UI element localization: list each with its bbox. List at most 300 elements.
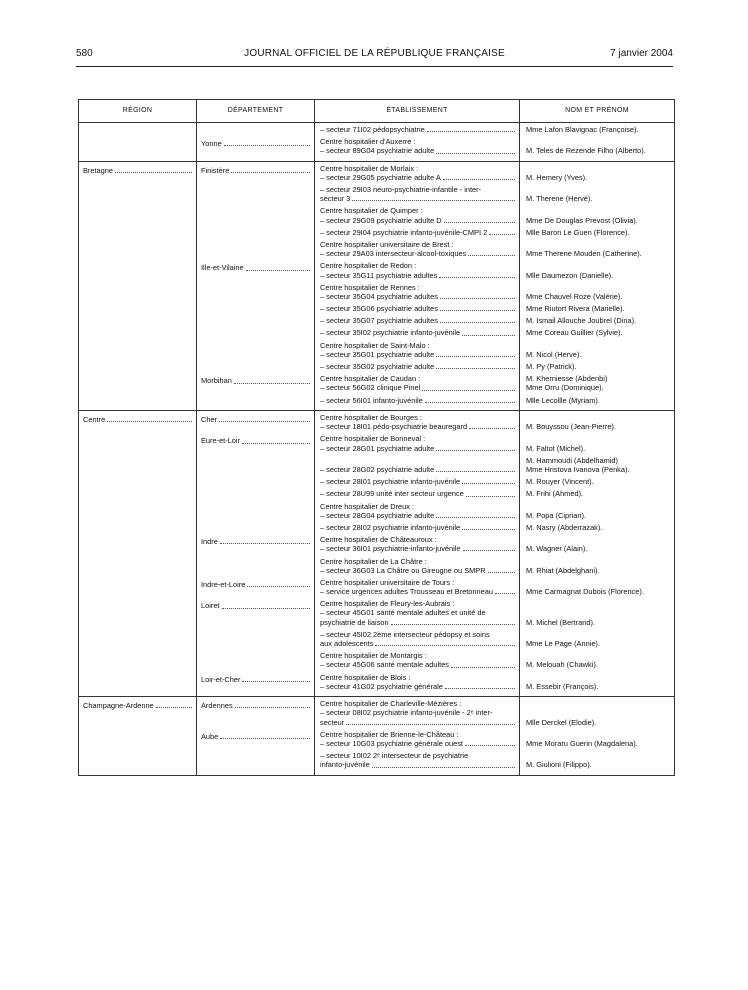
region-name-text: Centre <box>83 414 106 424</box>
leader-dots <box>352 200 515 201</box>
person-name: M. Nasry (Abderrazak). <box>526 522 603 532</box>
etablissement-entry <box>320 699 516 727</box>
leader-dots <box>468 255 515 256</box>
departement-name <box>201 139 311 148</box>
etablissement-line <box>320 249 516 258</box>
leader-dots <box>107 421 192 422</box>
leader-dots <box>469 428 515 429</box>
leader-dots <box>489 234 515 235</box>
person-name: Mlle Baron Le Guen (Florence). <box>526 227 630 237</box>
leader-dots <box>436 471 515 472</box>
person-name: M. Melouah (Chawki). <box>526 660 598 670</box>
leader-dots <box>391 624 515 625</box>
etablissement-line <box>320 760 516 769</box>
departement-name <box>201 675 311 684</box>
nom-entry <box>526 502 672 520</box>
nom-cell <box>520 123 675 162</box>
etablissement-line <box>320 566 516 575</box>
table-body <box>79 123 675 776</box>
etablissement-entry <box>320 751 516 769</box>
leader-dots <box>440 298 515 299</box>
person-name: Mlle Daumezon (Danielle). <box>526 270 614 280</box>
etablissement-line-text: aux adolescents <box>320 639 374 649</box>
etablissement-line <box>320 194 516 203</box>
etablissement-line: – secteur 45I02 2ème intersecteur pédopsy et soins <box>320 629 490 639</box>
etablissement-cell <box>315 410 520 696</box>
etablissement-line: Centre hospitalier de Quimper : <box>320 206 423 216</box>
etablissement-line-text: – secteur 56I01 infanto-juvénile <box>320 395 423 405</box>
etablissement-line: Centre hospitalier de Saint-Malo : <box>320 340 430 350</box>
etablissement-line <box>320 383 516 392</box>
departement-cell <box>197 123 315 162</box>
departement-cell <box>197 410 315 696</box>
etablissement-line-text: secteur 3 <box>320 194 351 204</box>
leader-dots <box>247 586 310 587</box>
departement-name-text: Indre-et-Loire <box>201 579 246 589</box>
etablissement-cell <box>315 697 520 775</box>
etablissement-line: Centre hospitalier de Brienne-le-Château : <box>320 729 459 739</box>
region-cell <box>79 161 197 410</box>
region-cell <box>79 123 197 162</box>
etablissement-entry <box>320 630 516 648</box>
nom-entry <box>526 362 672 371</box>
person-name: Mme Chauvel Roze (Valérie). <box>526 291 623 301</box>
etablissement-line <box>320 271 516 280</box>
etablissement-entry <box>320 137 516 155</box>
person-name: Mme Le Page (Annie). <box>526 639 600 649</box>
nom-cell <box>520 161 675 410</box>
leader-dots <box>224 145 310 146</box>
person-name: M. Teles de Rezende Filho (Alberto). <box>526 146 646 156</box>
etablissement-line <box>320 422 516 431</box>
leader-dots <box>466 496 515 497</box>
etablissement-line: Centre hospitalier de Bourges : <box>320 412 422 422</box>
etablissement-line-text: – secteur 56G02 clinique Pinel <box>320 383 421 393</box>
etablissement-line-text: – secteur 35G01 psychiatrie adulte <box>320 349 435 359</box>
leader-dots <box>422 390 515 391</box>
etablissement-entry <box>320 456 516 474</box>
departement-name-text: Aube <box>201 731 219 741</box>
etablissement-line-text: – secteur 36I01 psychiatrie-infanto-juvénile <box>320 544 461 554</box>
leader-dots <box>372 767 515 768</box>
etablissement-line: Centre hospitalier d'Auxerre : <box>320 137 416 147</box>
nom-entry <box>526 489 672 498</box>
etablissement-line-text: – secteur 29G05 psychiatrie adulte A <box>320 172 441 182</box>
etablissement-line: Centre hospitalier de Bonneval : <box>320 434 426 444</box>
departement-name-text: Eure-et-Loir <box>201 436 241 446</box>
nom-entry <box>526 651 672 669</box>
departement-name <box>201 263 311 272</box>
etablissement-line-text: psychiatrie de liaison <box>320 617 389 627</box>
etablissement-entry <box>320 228 516 237</box>
person-name: Mlle Lecollle (Myriam). <box>526 395 600 405</box>
departement-name <box>201 537 311 546</box>
etablissement-line <box>320 292 516 301</box>
etablissement-line-text: – secteur 35I02 psychiatrie infanto-juvénile <box>320 328 461 338</box>
page-header <box>76 48 673 62</box>
departement-name-text: Morbihan <box>201 376 232 386</box>
nom-cell <box>520 697 675 775</box>
etablissement-entry <box>320 396 516 405</box>
nom-entry <box>526 316 672 325</box>
table-header-row <box>79 100 675 123</box>
appointments-table <box>78 99 675 776</box>
leader-dots <box>436 450 515 451</box>
region-name <box>83 701 193 710</box>
etablissement-line: Centre hospitalier universitaire de Brest : <box>320 239 454 249</box>
etablissement-line-text: – secteur 28I01 psychiatrie infanto-juvénile <box>320 477 461 487</box>
leader-dots <box>242 443 310 444</box>
etablissement-entry <box>320 125 516 134</box>
etablissement-line <box>320 618 516 627</box>
etablissement-entry <box>320 477 516 486</box>
etablissement-line-text: secteur <box>320 717 345 727</box>
nom-entry <box>526 523 672 532</box>
departement-name-text: Loiret <box>201 601 220 611</box>
person-name: Mme Therene Mouden (Catherine). <box>526 249 642 259</box>
departement-name <box>201 701 311 710</box>
leader-dots <box>231 172 310 173</box>
etablissement-line: Centre hospitalier de Redon : <box>320 261 417 271</box>
nom-entry <box>526 699 672 727</box>
departement-entry <box>201 436 311 537</box>
etablissement-line-text: infanto-juvénile <box>320 760 370 770</box>
etablissement-entry <box>320 434 516 452</box>
leader-dots <box>436 356 515 357</box>
leader-dots <box>427 131 515 132</box>
etablissement-line <box>320 146 516 155</box>
etablissement-line: Centre hospitalier de La Châtre : <box>320 556 427 566</box>
departement-name <box>201 376 311 385</box>
etablissement-line: Centre hospitalier de Morlaix : <box>320 163 419 173</box>
etablissement-line <box>320 477 516 486</box>
nom-entry <box>526 413 672 431</box>
region-name-text: Champagne-Ardenne <box>83 701 154 711</box>
etablissement-line-text: – secteur 89G04 psychiatrie adulte <box>320 146 435 156</box>
col-header-departement: DÉPARTEMENT <box>197 100 315 123</box>
person-name: Mme Coreau Guillier (Sylvie). <box>526 328 623 338</box>
departement-entry <box>201 701 311 732</box>
nom-entry <box>526 535 672 553</box>
nom-entry <box>526 477 672 486</box>
region-cell <box>79 697 197 775</box>
leader-dots <box>440 310 515 311</box>
etablissement-line-text: – secteur 28U99 unité inter secteur urgence <box>320 489 464 499</box>
departement-entry <box>201 537 311 580</box>
etablissement-line-text: – secteur 45G06 santé mentale adultes <box>320 660 450 670</box>
region-block <box>79 410 675 696</box>
etablissement-line <box>320 396 516 405</box>
etablissement-line-text: – secteur 29G09 psychiatrie adulte D <box>320 215 442 225</box>
person-name: Mme Orru (Dominique). <box>526 383 604 393</box>
person-name: M. Therene (Hervé). <box>526 194 593 204</box>
departement-name-text: Yonne <box>201 139 222 149</box>
leader-dots <box>219 421 310 422</box>
etablissement-entry <box>320 283 516 301</box>
journal-title: JOURNAL OFFICIEL DE LA RÉPUBLIQUE FRANÇAISE <box>244 48 505 59</box>
etablissement-entry <box>320 502 516 520</box>
etablissement-line <box>320 660 516 669</box>
person-name: Mme Hristova Ivanova (Penka). <box>526 464 630 474</box>
departement-name-text: Cher <box>201 414 218 424</box>
region-name-text: Bretagne <box>83 165 113 175</box>
etablissement-line: Centre hospitalier de Caudan : <box>320 374 421 384</box>
nom-entry <box>526 599 672 627</box>
leader-dots <box>222 608 311 609</box>
nom-entry <box>526 137 672 155</box>
person-name: Mlle Derckel (Elodie). <box>526 717 597 727</box>
person-name: M. Michel (Bertrand). <box>526 617 595 627</box>
etablissement-line-text: – secteur 18I01 pédo-psychiatrie beauregard <box>320 422 468 432</box>
leader-dots <box>465 745 515 746</box>
person-name: M. Hammoudi (Abdelhamid) <box>526 455 619 465</box>
etablissement-line <box>320 511 516 520</box>
etablissement-entry <box>320 578 516 596</box>
leader-dots <box>156 707 192 708</box>
nom-entry <box>526 185 672 203</box>
leader-dots <box>462 483 515 484</box>
leader-dots <box>451 667 515 668</box>
region-block <box>79 161 675 410</box>
leader-dots <box>115 172 192 173</box>
leader-dots <box>220 543 310 544</box>
leader-dots <box>444 222 515 223</box>
etablissement-line <box>320 125 516 134</box>
nom-entry <box>526 630 672 648</box>
departement-name <box>201 436 311 445</box>
leader-dots <box>436 153 515 154</box>
etablissement-entry <box>320 730 516 748</box>
leader-dots <box>462 335 515 336</box>
leader-dots <box>242 681 310 682</box>
etablissement-line: Centre hospitalier de Châteauroux : <box>320 535 437 545</box>
etablissement-line <box>320 304 516 313</box>
region-cell <box>79 410 197 696</box>
nom-entry <box>526 261 672 279</box>
person-name: M. Faltot (Michel). <box>526 443 586 453</box>
nom-entry <box>526 751 672 769</box>
leader-dots <box>462 529 515 530</box>
leader-dots <box>463 550 515 551</box>
page-number: 580 <box>76 48 93 59</box>
departement-name-text: Finistère <box>201 165 230 175</box>
person-name: Mme Riutort Rivera (Marielle). <box>526 304 625 314</box>
etablissement-line: Centre hospitalier de Montargis : <box>320 651 427 661</box>
nom-entry <box>526 456 672 474</box>
etablissement-line <box>320 316 516 325</box>
departement-name <box>201 580 311 589</box>
departement-entry <box>201 263 311 376</box>
person-name: M. Essebir (François). <box>526 681 599 691</box>
etablissement-line <box>320 544 516 553</box>
etablissement-line-text: – secteur 35G04 psychiatrie adultes <box>320 291 438 301</box>
etablissement-entry <box>320 673 516 691</box>
leader-dots <box>440 322 515 323</box>
departement-entry <box>201 376 311 410</box>
etablissement-line: Centre hospitalier de Rennes : <box>320 282 420 292</box>
departement-cell <box>197 697 315 775</box>
etablissement-line <box>320 465 516 474</box>
region-name <box>83 166 193 175</box>
leader-dots <box>436 368 515 369</box>
nom-entry <box>526 328 672 337</box>
col-header-nom: NOM ET PRÉNOM <box>520 100 675 123</box>
departement-entry <box>201 601 311 674</box>
header-rule <box>76 66 673 67</box>
etablissement-line: Centre hospitalier de Charleville-Mézières : <box>320 699 462 709</box>
etablissement-line: Centre hospitalier universitaire de Tours : <box>320 577 455 587</box>
nom-entry <box>526 283 672 301</box>
nom-cell <box>520 410 675 696</box>
etablissement-line <box>320 739 516 748</box>
person-name: M. Py (Patrick). <box>526 362 577 372</box>
etablissement-entry <box>320 240 516 258</box>
person-name: M. Kherniesse (Abdenbi) <box>526 374 608 384</box>
leader-dots <box>346 724 515 725</box>
person-name: M. Popa (Ciprian). <box>526 510 586 520</box>
etablissement-line-text: – secteur 10G03 psychiatrie générale ouest <box>320 738 463 748</box>
nom-entry <box>526 730 672 748</box>
leader-dots <box>436 517 515 518</box>
person-name: M. Wagner (Alain). <box>526 544 588 554</box>
leader-dots <box>443 179 515 180</box>
region-block <box>79 697 675 775</box>
leader-dots <box>375 645 515 646</box>
leader-dots <box>425 402 515 403</box>
etablissement-entry <box>320 341 516 359</box>
nom-entry <box>526 304 672 313</box>
col-header-etablissement: ÉTABLISSEMENT <box>315 100 520 123</box>
leader-dots <box>439 277 515 278</box>
person-name: M. Frihi (Ahmed). <box>526 489 584 499</box>
etablissement-line-text: – secteur 35G11 psychiatrie adultes <box>320 270 438 280</box>
departement-name <box>201 601 311 610</box>
etablissement-cell <box>315 123 520 162</box>
departement-name <box>201 732 311 741</box>
person-name: M. Ismail Allouche Joubrel (Dina). <box>526 316 637 326</box>
etablissement-entry <box>320 164 516 182</box>
publication-date: 7 janvier 2004 <box>610 48 673 59</box>
person-name: Mme Lafon Blavignac (Françoise). <box>526 125 639 134</box>
person-name: M. Rhiat (Abdelghani). <box>526 565 600 575</box>
etablissement-line <box>320 216 516 225</box>
etablissement-line-text: – service urgences adultes Trousseau et Bretonneau <box>320 587 493 597</box>
leader-dots <box>445 688 515 689</box>
etablissement-line-text: – secteur 28I02 psychiatrie infanto-juvénile <box>320 522 461 532</box>
etablissement-line <box>320 328 516 337</box>
etablissement-entry <box>320 489 516 498</box>
etablissement-line-text: – secteur 28G04 psychiatrie adulte <box>320 510 435 520</box>
departement-name <box>201 415 311 424</box>
etablissement-entry <box>320 316 516 325</box>
person-name: M. Hemery (Yves). <box>526 172 588 182</box>
etablissement-line: – secteur 08I02 psychiatrie infanto-juvénile - 2ᵉ inter- <box>320 708 493 718</box>
etablissement-entry <box>320 535 516 553</box>
etablissement-entry <box>320 206 516 224</box>
etablissement-line <box>320 639 516 648</box>
etablissement-line <box>320 682 516 691</box>
region-name <box>83 415 193 424</box>
etablissement-line: – secteur 45G01 santé mentale adultes et unité de <box>320 608 486 618</box>
departement-entry <box>201 127 311 139</box>
etablissement-line <box>320 173 516 182</box>
nom-entry <box>526 206 672 224</box>
nom-entry <box>526 434 672 452</box>
etablissement-entry <box>320 261 516 279</box>
etablissement-line-text: – secteur 28G01 psychiatrie adulte <box>320 443 435 453</box>
etablissement-entry <box>320 362 516 371</box>
etablissement-line: – secteur 29I03 neuro-psychiatrie-infantile - inter- <box>320 184 482 194</box>
etablissement-line <box>320 718 516 727</box>
etablissement-line <box>320 587 516 596</box>
etablissement-entry <box>320 556 516 574</box>
departement-name-text: Ille-et-Vilaine <box>201 263 244 273</box>
etablissement-line-text: – secteur 29I04 psychiatrie infanto-juvénile-CMPI 2 <box>320 227 488 237</box>
departement-name <box>201 166 311 175</box>
leader-dots <box>220 738 310 739</box>
etablissement-entry <box>320 413 516 431</box>
etablissement-line-text: – secteur 71I02 pédopsychiatrie <box>320 125 425 134</box>
etablissement-line: Centre hospitalier de Blois : <box>320 672 411 682</box>
etablissement-line <box>320 523 516 532</box>
nom-entry <box>526 556 672 574</box>
etablissement-line <box>320 362 516 371</box>
etablissement-entry <box>320 599 516 627</box>
etablissement-entry <box>320 328 516 337</box>
etablissement-line <box>320 228 516 237</box>
etablissement-entry <box>320 185 516 203</box>
nom-entry <box>526 228 672 237</box>
etablissement-cell <box>315 161 520 410</box>
departement-entry <box>201 675 311 696</box>
leader-dots <box>495 593 515 594</box>
etablissement-entry <box>320 304 516 313</box>
person-name: Mme Carmagnat Dubois (Florence). <box>526 587 644 597</box>
person-name: M. Giulioni (Filippo). <box>526 760 592 770</box>
etablissement-line: Centre hospitalier de Fleury-les-Aubrais : <box>320 599 455 609</box>
etablissement-line-text: – secteur 35G07 psychiatrie adultes <box>320 316 438 326</box>
nom-entry <box>526 240 672 258</box>
etablissement-line-text: – secteur 36G03 La Châtre ou Gireugne ou SMPR <box>320 565 486 575</box>
departement-entry <box>201 732 311 775</box>
nom-entry <box>526 396 672 405</box>
departement-entry <box>201 580 311 601</box>
etablissement-line-text: – secteur 35G02 psychiatrie adulte <box>320 362 435 372</box>
nom-entry <box>526 164 672 182</box>
region-block <box>79 123 675 162</box>
departement-name-text: Indre <box>201 537 218 547</box>
person-name: Mme De Douglas Prevost (Olivia). <box>526 215 638 225</box>
departement-cell <box>197 161 315 410</box>
nom-entry <box>526 125 672 134</box>
etablissement-line <box>320 350 516 359</box>
etablissement-entry <box>320 374 516 392</box>
leader-dots <box>488 572 515 573</box>
departement-entry <box>201 415 311 436</box>
person-name: M. Bouyssou (Jean-Pierre). <box>526 422 616 432</box>
person-name: M. Rouyer (Vincent). <box>526 477 594 487</box>
leader-dots <box>246 270 310 271</box>
leader-dots <box>235 707 310 708</box>
etablissement-line-text: – secteur 41G02 psychiatrie générale <box>320 681 443 691</box>
nom-entry <box>526 341 672 359</box>
nom-entry <box>526 374 672 392</box>
departement-name-text: Ardennes <box>201 701 233 711</box>
leader-dots <box>234 383 310 384</box>
col-header-region: RÉGION <box>79 100 197 123</box>
person-name: Mme Moraru Guerin (Magdalena). <box>526 738 638 748</box>
etablissement-line-text: – secteur 35G06 psychiatrie adultes <box>320 304 438 314</box>
